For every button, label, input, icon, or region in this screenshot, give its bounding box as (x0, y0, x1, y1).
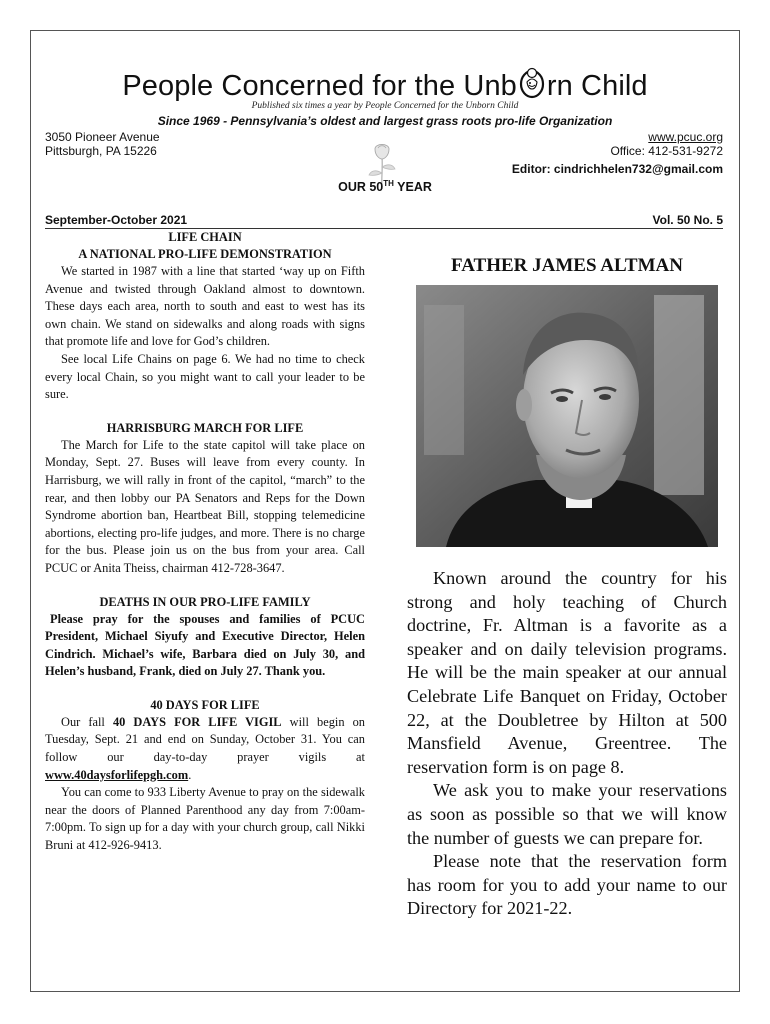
office-phone: Office: 412-531-9272 (610, 144, 723, 158)
article-paragraph (45, 714, 365, 784)
article-paragraph: You can come to 933 Liberty Avenue to pray on the sidewalk near the doors of Planned Parenthood any day from 7:00am-7:00pm. To sign up for a day with your church group, call Nikki Bruni at 412-926-9413. (45, 785, 365, 853)
published-note: Published six times a year by People Concerned for the Unborn Child (251, 101, 519, 111)
article-heading: LIFE CHAIN (168, 230, 242, 244)
vigil-name: 40 DAYS FOR LIFE VIGIL (112, 714, 282, 729)
article-deaths (45, 594, 365, 681)
title-part-1: People Concerned for the Unb (122, 70, 517, 102)
text-run: will begin on Tuesday, Sept. 21 and end on Sunday, October 31. You can follow our day-to-day prayer vigils at (45, 714, 365, 765)
title-part-2: rn Child (546, 70, 648, 102)
text-run: Our fall (61, 714, 113, 729)
article-heading: DEATHS IN OUR PRO-LIFE FAMILY (99, 594, 311, 609)
masthead-title (31, 65, 739, 102)
year-suffix: YEAR (393, 180, 432, 194)
feature-heading: FATHER JAMES ALTMAN (451, 255, 683, 276)
article-life-chain (45, 229, 365, 404)
mailing-address (45, 130, 160, 158)
year-prefix: OUR 50 (338, 180, 384, 194)
article-paragraph: The March for Life to the state capitol will take place on Monday, Sept. 27. Buses will leave from every county. In Harrisburg, we will rally in front of the capitol, “march” to the rear, and then lobby our PA Senators and Reps for the Down Syndrome abortion ban, Heartbeat Bill, stopping telemedicine abortions, electing pro-life judges, and more. There is no charge for the bus. Please join us on the bus from your area. Call PCUC or Anita Theiss, chairman 412-728-3647. (45, 437, 365, 575)
address-line-1: 3050 Pioneer Avenue (45, 130, 160, 144)
editor-email[interactable]: Editor: cindrichhelen732@gmail.com (511, 162, 723, 176)
website-link[interactable]: www.pcuc.org (648, 130, 723, 144)
newsletter-page (30, 30, 740, 992)
article-heading: 40 DAYS FOR LIFE (150, 697, 260, 712)
volume-number: Vol. 50 No. 5 (652, 213, 723, 227)
article-paragraph: Please note that the reservation form has room for you to add your name to our Directory for 2021-22. (407, 851, 727, 919)
forty-days-link[interactable]: www.40daysforlifepgh.com (45, 767, 189, 782)
issue-date: September-October 2021 (45, 213, 188, 227)
text-run: . (188, 767, 192, 782)
feature-story (407, 567, 727, 921)
anniversary-year (31, 179, 739, 194)
article-paragraph: We started in 1987 with a line that started ‘way up on Fifth Avenue and twisted through Oakland almost to downtown. These days each area, north to south and east to west has its own chain. We stand on sidewalks and along roads with signs that promote life and love for God’s children. (45, 264, 365, 349)
article-paragraph: Known around the country for his strong and holy teaching of Church doctrine, Fr. Altman is a favorite as a speaker and on daily television programs. He will be the main speaker at our annual Celebrate Life Banquet on Friday, October 22, at the Doubletree by Hilton at 500 Mansfield Avenue, Greentree. The reservation form is on page 8. (407, 568, 727, 777)
article-paragraph: Please pray for the spouses and families of PCUC President, Michael Siyufy and Executive Director, Helen Cindrich. Michael’s wife, Barbara died on July 30, and Helen’s husband, Frank, died on July 27. Thank you. (45, 611, 365, 679)
left-column (45, 229, 365, 855)
contact-block (610, 130, 723, 158)
article-harrisburg (45, 420, 365, 578)
since-tagline: Since 1969 - Pennsylvania’s oldest and largest grass roots pro-life Organization (157, 114, 613, 128)
address-line-2: Pittsburgh, PA 15226 (45, 144, 157, 158)
article-40-days (45, 697, 365, 855)
article-paragraph: See local Life Chains on page 6. We had no time to check every local Chain, so you might want to call your leader to be sure. (45, 351, 365, 402)
father-altman-photo (416, 285, 718, 547)
unborn-child-logo-icon (518, 65, 546, 99)
right-column (407, 229, 727, 921)
article-subheading: A NATIONAL PRO-LIFE DEMONSTRATION (78, 247, 332, 261)
year-superscript: TH (383, 179, 394, 188)
article-heading: HARRISBURG MARCH FOR LIFE (106, 420, 304, 435)
article-paragraph: We ask you to make your reservations as soon as possible so that we will know the number of guests we can prepare for. (407, 780, 727, 848)
